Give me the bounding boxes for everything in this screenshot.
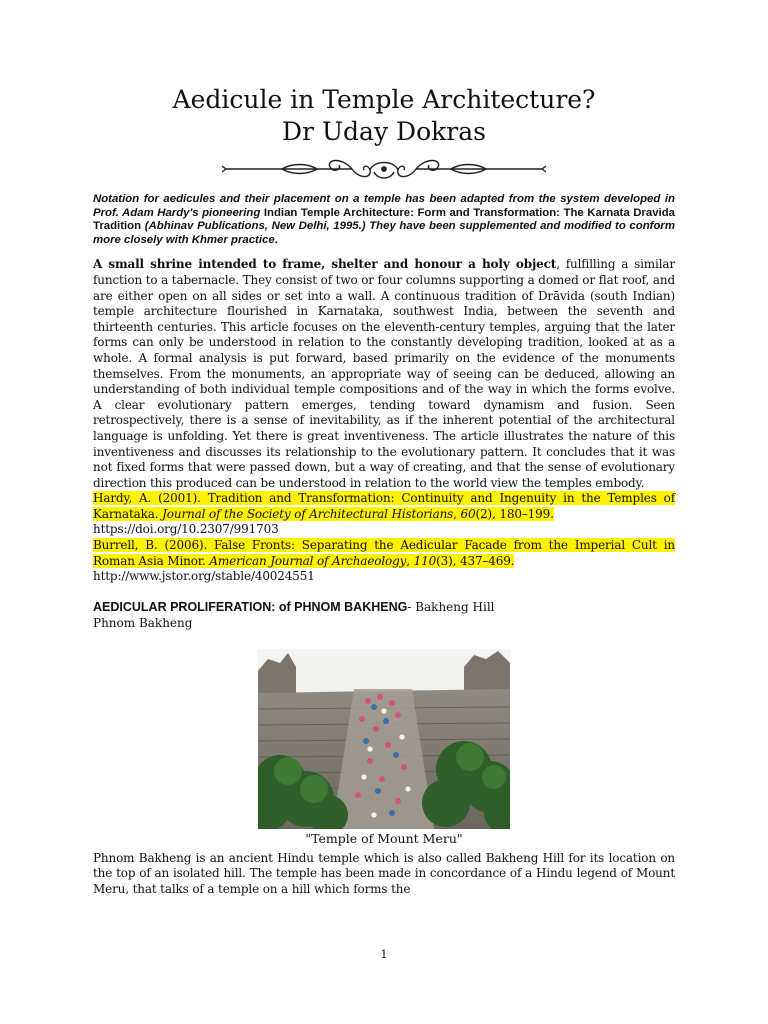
abstract-paragraph	[93, 257, 675, 491]
reference-1: Hardy, A. (2001). Tradition and Transformation: Continuity and Ingenuity in the Temples of Karnataka. Journal of the Society of Architectural Historians, 60(2), 180–199. https://doi.org/10.2307/991703	[93, 491, 675, 537]
figure-caption: "Temple of Mount Meru"	[305, 830, 463, 846]
document-title	[93, 84, 675, 148]
section-title-rest: - Bakheng Hill	[407, 599, 495, 614]
reference-2: Burrell, B. (2006). False Fronts: Separating the Aedicular Facade from the Imperial Cult in Roman Asia Minor. American Journal of Archaeology, 110(3), 437–469. http://www.jstor.org/stable/40024551	[93, 538, 675, 584]
section-subheading: Phnom Bakheng	[93, 615, 193, 630]
title-line-1: Aedicule in Temple Architecture?	[172, 85, 596, 114]
reference-1-link[interactable]: https://doi.org/10.2307/991703	[93, 522, 279, 537]
notation-note: Notation for aedicules and their placement on a temple has been adapted from the system developed in Prof. Adam Hardy's pioneering Indian Temple Architecture: Form and Transformation: The Karnata Dravida Tradition (Abhinav Publications, New Delhi, 1995.) They have been supplemented and modified to conform more closely with Khmer practice.	[93, 193, 675, 246]
temple-photo	[258, 649, 510, 829]
abstract-text: , fulfilling a similar function to a tabernacle. They consist of two or four columns supporting a domed or flat roof, and are either open on all sides or set into a wall. A continuous tradition of Drāvida (south Indian) temple architecture flourished in Karnataka, southwest India, between the seventh and thirteenth centuries. This article focuses on the eleventh-century temples, arguing that the later forms can only be understood in relation to the constantly developing tradition, looked at as a whole. A formal analysis is put forward, based primarily on the evidence of the monuments themselves. From the monuments, an appropriate way of seeing can be deduced, allowing an understanding of both individual temple compositions and of the way in which the forms evolve. A clear evolutionary pattern emerges, tending toward dynamism and fusion. Seen retrospectively, there is a sense of inevitability, as if the inherent potential of the architectural language is unfolding. Yet there is great inventiveness. The article illustrates the nature of this inventiveness and discusses its relationship to the evolutionary pattern. It concludes that it was not fixed forms that were passed down, but a way of creating, and that the sense of evolutionary direction this produced can be understood in relation to the world view the temples embody.	[93, 257, 675, 490]
ornament-divider-icon	[222, 154, 546, 184]
reference-2-link[interactable]: http://www.jstor.org/stable/40024551	[93, 569, 315, 584]
section-heading	[93, 599, 675, 631]
page-number: 1	[380, 948, 388, 961]
body-paragraph-2: Phnom Bakheng is an ancient Hindu temple which is also called Bakheng Hill for its location on the top of an isolated hill. The temple has been made in concordance of a Hindu legend of Mount Meru, that talks of a temple on a hill which forms the	[93, 850, 675, 897]
title-author: Dr Uday Dokras	[282, 117, 486, 146]
document-page	[93, 84, 675, 898]
section-title: AEDICULAR PROLIFERATION: of PHNOM BAKHENG	[93, 599, 408, 614]
abstract-lead: A small shrine intended to frame, shelter and honour a holy object	[93, 257, 557, 272]
